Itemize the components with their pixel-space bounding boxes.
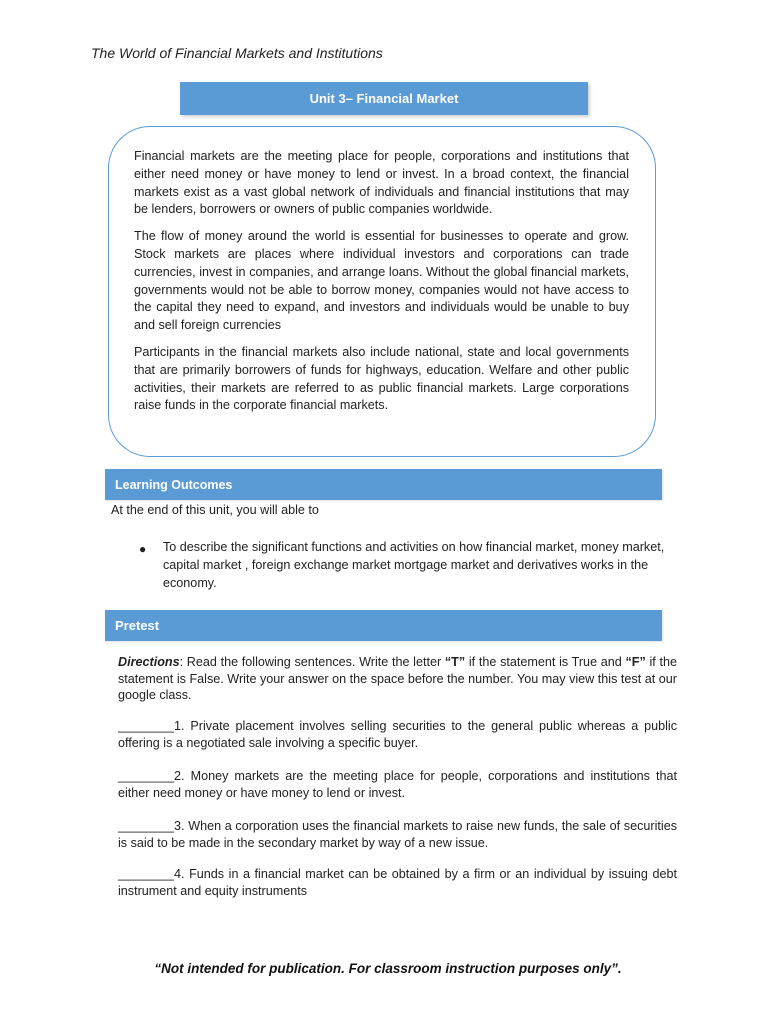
answer-blank[interactable]: ________ xyxy=(118,719,175,733)
bullet-icon: ● xyxy=(139,542,147,556)
question-text: 1. Private placement involves selling securities to the general public whereas a public offering is a negotiated sale involving a specific buyer. xyxy=(118,719,677,750)
pretest-question-4 xyxy=(118,866,677,899)
pretest-question-3 xyxy=(118,818,677,851)
directions-text: if the statement is True and xyxy=(465,655,626,669)
document-header-title: The World of Financial Markets and Institutions xyxy=(91,45,383,61)
learning-outcomes-header xyxy=(105,469,662,500)
directions-label: Directions xyxy=(118,655,180,669)
directions-text: : Read the following sentences. Write the letter xyxy=(179,655,445,669)
unit-title-label: Unit 3– Financial Market xyxy=(309,91,459,106)
answer-blank[interactable]: ________ xyxy=(118,819,175,833)
learning-outcomes-heading: Learning Outcomes xyxy=(115,477,233,492)
pretest-question-1 xyxy=(118,718,677,751)
unit-title-banner xyxy=(180,82,588,115)
directions-text: if the statement is False. Write your answer on the space before the number. You may view this test at our google class. xyxy=(118,655,677,702)
true-marker: “T” xyxy=(444,655,466,669)
pretest-directions xyxy=(118,654,677,704)
question-text: 4. Funds in a financial market can be obtained by a firm or an individual by issuing debt instrument and equity instruments xyxy=(118,867,677,898)
question-text: 2. Money markets are the meeting place for people, corporations and institutions that either need money or have money to lend or invest. xyxy=(118,769,677,800)
intro-paragraph: Participants in the financial markets also include national, state and local governments that are primarily borrowers of funds for highways, education. Welfare and other public activities, their markets are referred to as public financial markets. Large corporations raise funds in the corporate financial markets. xyxy=(134,344,629,413)
question-text: 3. When a corporation uses the financial markets to raise new funds, the sale of securities is said to be made in the secondary market by way of a new issue. xyxy=(118,819,677,850)
answer-blank[interactable]: ________ xyxy=(118,867,175,881)
intro-paragraph: The flow of money around the world is essential for businesses to operate and grow. Stock markets are places where individual investors and corporations can trade currencies, invest in companies, and arrange loans. Without the global financial markets, governments would not be able to borrow money, companies would not have access to the capital they need to expand, and investors and individuals would be unable to buy and sell foreign currencies xyxy=(134,229,629,333)
intro-paragraph: Financial markets are the meeting place for people, corporations and institutions that either need money or have money to lend or invest. In a broad context, the financial markets exist as a vast global network of individuals and financial institutions that may be lenders, borrowers or owners of public companies worldwide. xyxy=(134,149,629,217)
learning-outcome-item: To describe the significant functions and activities on how financial market, money market, capital market , foreign exchange market mortgage market and derivatives works in the economy. xyxy=(163,540,665,590)
learning-outcomes-intro: At the end of this unit, you will able to xyxy=(111,503,319,517)
intro-text-area xyxy=(134,148,629,444)
pretest-heading: Pretest xyxy=(115,618,160,633)
footer-disclaimer: “Not intended for publication. For classroom instruction purposes only”. xyxy=(154,961,622,976)
false-marker: “F” xyxy=(625,655,646,669)
answer-blank[interactable]: ________ xyxy=(118,769,175,783)
pretest-question-2 xyxy=(118,768,677,801)
pretest-header xyxy=(105,610,662,641)
